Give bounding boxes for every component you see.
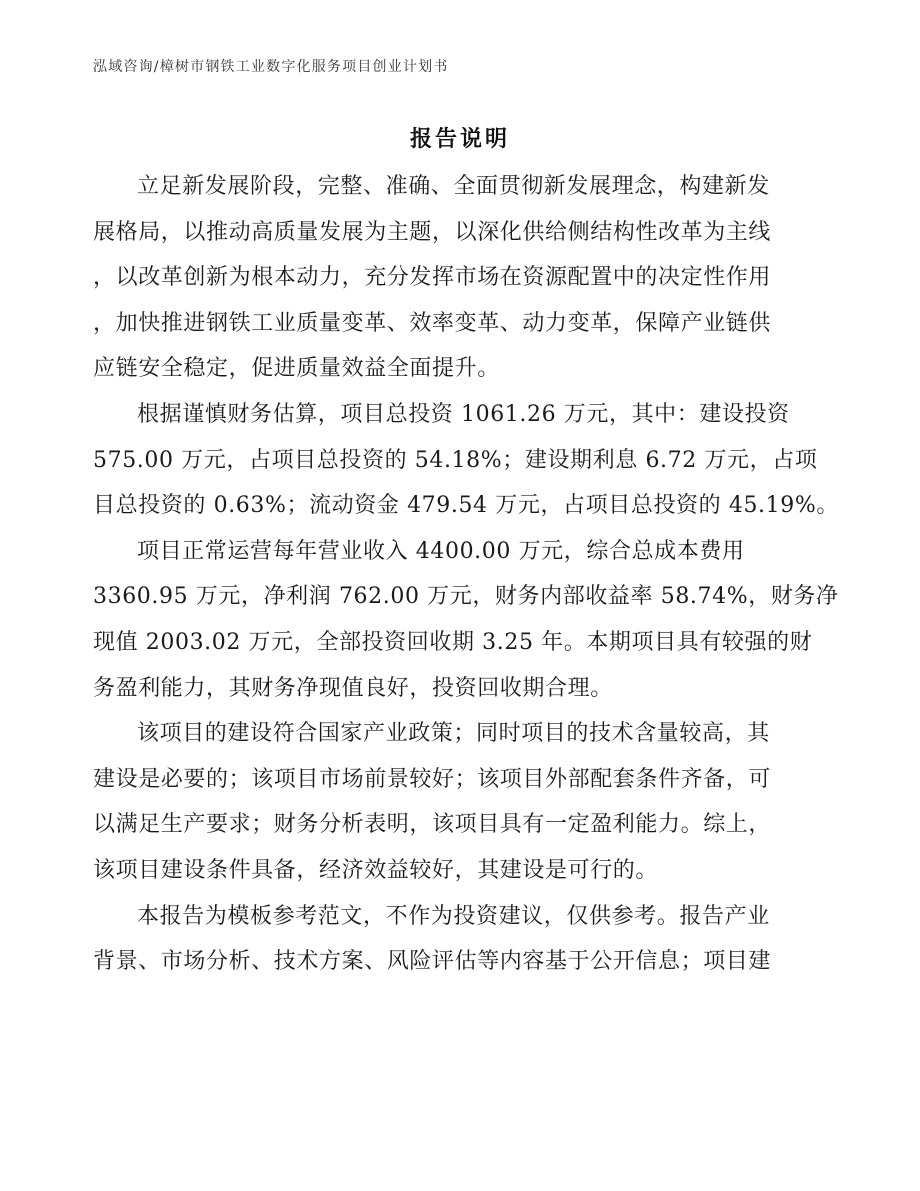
text-line: 建设是必要的；该项目市场前景较好；该项目外部配套条件齐备，可 — [93, 766, 772, 792]
text-line: ，以改革创新为根本动力，充分发挥市场在资源配置中的决定性作用 — [93, 265, 772, 291]
text-line: 以满足生产要求；财务分析表明，该项目具有一定盈利能力。综上， — [93, 812, 772, 838]
document-body — [93, 164, 839, 985]
text-line: 根据谨慎财务估算，项目总投资 1061.26 万元，其中：建设投资 — [137, 401, 790, 427]
text-line: 立足新发展阶段，完整、准确、全面贯彻新发展理念，构建新发 — [137, 174, 770, 199]
paragraph-investment — [93, 392, 839, 529]
running-header: 泓域咨询/樟树市钢铁工业数字化服务项目创业计划书 — [93, 59, 449, 75]
text-line: 目总投资的 0.63%；流动资金 479.54 万元，占项目总投资的 45.19%。 — [93, 493, 839, 519]
text-line: 应链安全稳定，促进质量效益全面提升。 — [93, 356, 500, 382]
paragraph-disclaimer — [93, 894, 833, 985]
document-title: 报告说明 — [409, 127, 510, 152]
text-line: 展格局，以推动高质量发展为主题，以深化供给侧结构性改革为主线 — [93, 219, 772, 245]
text-line: 该项目的建设符合国家产业政策；同时项目的技术含量较高，其 — [137, 721, 770, 747]
paragraph-vision — [93, 164, 833, 392]
text-line: 现值 2003.02 万元，全部投资回收期 3.25 年。本期项目具有较强的财 — [93, 629, 813, 655]
paragraph-financials — [93, 529, 839, 711]
text-line: 该项目建设条件具备，经济效益较好，其建设是可行的。 — [93, 857, 659, 883]
text-line: 3360.95 万元，净利润 762.00 万元，财务内部收益率 58.74%，财务净 — [93, 584, 839, 610]
text-line: 背景、市场分析、技术方案、风险评估等内容基于公开信息；项目建 — [93, 949, 772, 975]
text-line: 项目正常运营每年营业收入 4400.00 万元，综合总成本费用 — [137, 538, 745, 564]
paragraph-feasibility — [93, 711, 833, 893]
text-line: ，加快推进钢铁工业质量变革、效率变革、动力变革，保障产业链供 — [93, 310, 772, 336]
text-line: 务盈利能力，其财务净现值良好，投资回收期合理。 — [93, 675, 613, 701]
text-line: 本报告为模板参考范文，不作为投资建议，仅供参考。报告产业 — [137, 903, 770, 929]
text-line: 575.00 万元，占项目总投资的 54.18%；建设期利息 6.72 万元，占项 — [93, 447, 818, 473]
